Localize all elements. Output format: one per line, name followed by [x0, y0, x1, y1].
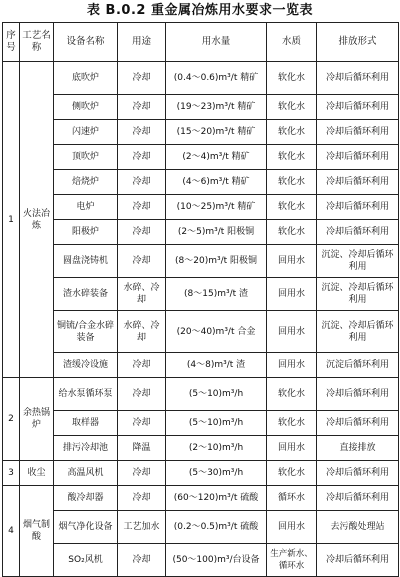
quality-cell: 回用水: [267, 511, 317, 544]
quality-cell: 回用水: [267, 311, 317, 353]
quality-cell: 软化水: [267, 170, 317, 195]
use-cell: 水碎、冷却: [118, 278, 166, 311]
use-cell: 冷却: [118, 120, 166, 145]
group-process: 收尘: [20, 461, 54, 486]
table-row: [3, 461, 399, 486]
equipment-cell: SO₂风机: [54, 544, 118, 577]
amount-cell: (20～40)m³/t 合金: [166, 311, 267, 353]
amount-cell: (2～10)m³/h: [166, 436, 267, 461]
use-cell: 冷却: [118, 486, 166, 511]
use-cell: 冷却: [118, 353, 166, 378]
water-requirements-table: [2, 22, 399, 577]
header-row: [3, 23, 399, 62]
discharge-cell: 冷却后循环利用: [317, 95, 399, 120]
amount-cell: (0.4～0.6)m³/t 精矿: [166, 62, 267, 95]
equipment-cell: 取样器: [54, 411, 118, 436]
equipment-cell: 铜锍/合金水碎装备: [54, 311, 118, 353]
amount-cell: (10～25)m³/t 精矿: [166, 195, 267, 220]
use-cell: 冷却: [118, 544, 166, 577]
group-number: 1: [3, 62, 20, 378]
discharge-cell: 冷却后循环利用: [317, 120, 399, 145]
amount-cell: (5～10)m³/h: [166, 378, 267, 411]
group-process: 烟气制酸: [20, 486, 54, 577]
use-cell: 冷却: [118, 220, 166, 245]
discharge-cell: 冷却后循环利用: [317, 170, 399, 195]
amount-cell: (60～120)m³/t 硫酸: [166, 486, 267, 511]
equipment-cell: 高温风机: [54, 461, 118, 486]
group-process: 火法冶炼: [20, 62, 54, 378]
amount-cell: (50～100)m³/台设备: [166, 544, 267, 577]
discharge-cell: 沉淀、冷却后循环利用: [317, 245, 399, 278]
use-cell: 冷却: [118, 62, 166, 95]
amount-cell: (5～10)m³/h: [166, 411, 267, 436]
discharge-cell: 冷却后循环利用: [317, 145, 399, 170]
discharge-cell: 直接排放: [317, 436, 399, 461]
group-number: 4: [3, 486, 20, 577]
quality-cell: 软化水: [267, 195, 317, 220]
quality-cell: 软化水: [267, 145, 317, 170]
discharge-cell: 沉淀、冷却后循环利用: [317, 278, 399, 311]
table-row: [3, 220, 399, 245]
discharge-cell: 沉淀后循环利用: [317, 353, 399, 378]
table-row: [3, 544, 399, 577]
discharge-cell: 冷却后循环利用: [317, 195, 399, 220]
group-number: 3: [3, 461, 20, 486]
quality-cell: 软化水: [267, 120, 317, 145]
equipment-cell: 侧吹炉: [54, 95, 118, 120]
equipment-cell: 渣缓冷设施: [54, 353, 118, 378]
quality-cell: 回用水: [267, 436, 317, 461]
quality-cell: 回用水: [267, 353, 317, 378]
quality-cell: 软化水: [267, 95, 317, 120]
header-cell: 设备名称: [54, 23, 118, 62]
equipment-cell: 渣水碎装备: [54, 278, 118, 311]
amount-cell: (2～4)m³/t 精矿: [166, 145, 267, 170]
equipment-cell: 排污冷却池: [54, 436, 118, 461]
quality-cell: 软化水: [267, 411, 317, 436]
table-row: [3, 120, 399, 145]
use-cell: 冷却: [118, 195, 166, 220]
quality-cell: 软化水: [267, 62, 317, 95]
amount-cell: (4～8)m³/t 渣: [166, 353, 267, 378]
use-cell: 冷却: [118, 378, 166, 411]
header-cell: 排放形式: [317, 23, 399, 62]
table-row: [3, 378, 399, 411]
equipment-cell: 阳极炉: [54, 220, 118, 245]
header-cell: 用水量: [166, 23, 267, 62]
amount-cell: (5～30)m³/h: [166, 461, 267, 486]
quality-cell: 回用水: [267, 278, 317, 311]
equipment-cell: 顶吹炉: [54, 145, 118, 170]
discharge-cell: 冷却后循环利用: [317, 411, 399, 436]
discharge-cell: 冷却后循环利用: [317, 220, 399, 245]
equipment-cell: 给水泵循环泵: [54, 378, 118, 411]
table-row: [3, 170, 399, 195]
discharge-cell: 冷却后循环利用: [317, 544, 399, 577]
table-row: [3, 145, 399, 170]
amount-cell: (15～20)m³/t 精矿: [166, 120, 267, 145]
quality-cell: 软化水: [267, 378, 317, 411]
table-title: 表 B.0.2 重金属冶炼用水要求一览表: [87, 3, 313, 18]
equipment-cell: 底吹炉: [54, 62, 118, 95]
table-row: [3, 353, 399, 378]
discharge-cell: 冷却后循环利用: [317, 461, 399, 486]
table-row: [3, 245, 399, 278]
quality-cell: 生产新水、循环水: [267, 544, 317, 577]
discharge-cell: 沉淀、冷却后循环利用: [317, 311, 399, 353]
header-cell: 工艺名称: [20, 23, 54, 62]
table-row: [3, 436, 399, 461]
table-row: [3, 95, 399, 120]
table-row: [3, 311, 399, 353]
header-cell: 水质: [267, 23, 317, 62]
discharge-cell: 去污酸处理站: [317, 511, 399, 544]
amount-cell: (4～6)m³/t 精矿: [166, 170, 267, 195]
use-cell: 冷却: [118, 461, 166, 486]
amount-cell: (8～15)m³/t 渣: [166, 278, 267, 311]
header-cell: 用途: [118, 23, 166, 62]
equipment-cell: 闪速炉: [54, 120, 118, 145]
amount-cell: (19～23)m³/t 精矿: [166, 95, 267, 120]
table-row: [3, 195, 399, 220]
table-row: [3, 278, 399, 311]
equipment-cell: 焙烧炉: [54, 170, 118, 195]
table-row: [3, 511, 399, 544]
amount-cell: (0.2～0.5)m³/t 硫酸: [166, 511, 267, 544]
quality-cell: 回用水: [267, 245, 317, 278]
discharge-cell: 冷却后循环利用: [317, 378, 399, 411]
use-cell: 水碎、冷却: [118, 311, 166, 353]
use-cell: 冷却: [118, 170, 166, 195]
quality-cell: 循环水: [267, 486, 317, 511]
amount-cell: (8～20)m³/t 阳极铜: [166, 245, 267, 278]
use-cell: 降温: [118, 436, 166, 461]
quality-cell: 软化水: [267, 461, 317, 486]
group-process: 余热锅炉: [20, 378, 54, 461]
group-number: 2: [3, 378, 20, 461]
header-cell: 序号: [3, 23, 20, 62]
equipment-cell: 圆盘浇铸机: [54, 245, 118, 278]
discharge-cell: 冷却后循环利用: [317, 62, 399, 95]
quality-cell: 软化水: [267, 220, 317, 245]
equipment-cell: 烟气净化设备: [54, 511, 118, 544]
use-cell: 冷却: [118, 145, 166, 170]
table-row: [3, 62, 399, 95]
use-cell: 冷却: [118, 95, 166, 120]
use-cell: 冷却: [118, 245, 166, 278]
equipment-cell: 电炉: [54, 195, 118, 220]
equipment-cell: 酸冷却器: [54, 486, 118, 511]
table-row: [3, 411, 399, 436]
discharge-cell: 冷却后循环利用: [317, 486, 399, 511]
use-cell: 冷却: [118, 411, 166, 436]
amount-cell: (2～5)m³/t 阳极铜: [166, 220, 267, 245]
use-cell: 工艺加水: [118, 511, 166, 544]
table-row: [3, 486, 399, 511]
